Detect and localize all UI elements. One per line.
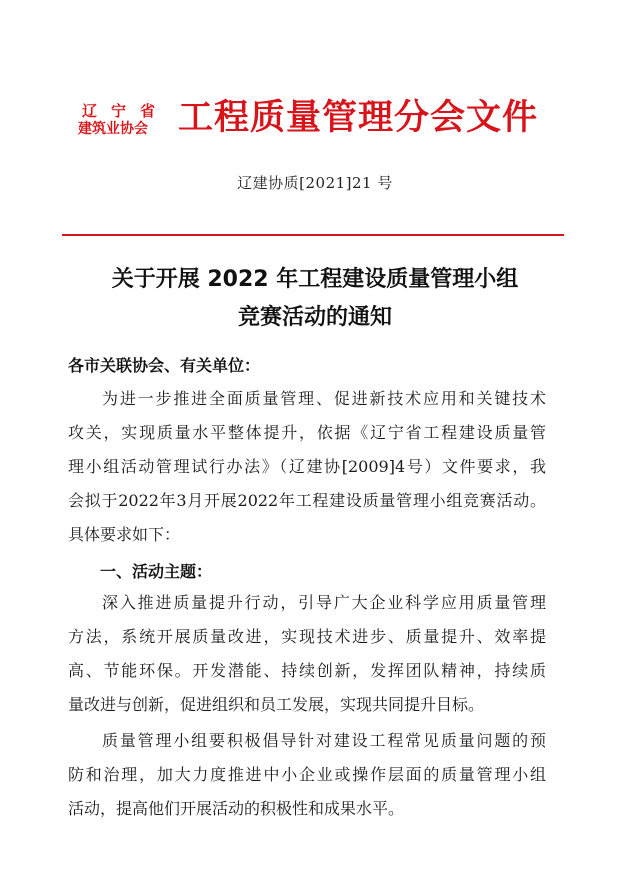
paragraph-line: 方法，系统开展质量改进，实现技术进步、质量提升、效率提 xyxy=(68,627,546,646)
document-header xyxy=(78,96,548,146)
section-heading: 一、活动主题： xyxy=(100,562,213,581)
paragraph-line: 量改进与创新，促进组织和员工发展，实现共同提升目标。 xyxy=(68,695,485,714)
paragraph-line: 防和治理，加大力度推进中小企业或操作层面的质量管理小组 xyxy=(68,765,546,784)
paragraph-line: 为进一步推进全面质量管理、促进新技术应用和关键技术 xyxy=(102,389,546,408)
document-number: 辽建协质[2021]21 号 xyxy=(237,174,393,192)
paragraph-line: 具体要求如下： xyxy=(68,525,181,544)
org-name-line2: 建筑业协会 xyxy=(78,121,148,137)
document-title-line1: 关于开展 2022 年工程建设质量管理小组 xyxy=(111,267,519,292)
org-name-line1: 辽宁省 xyxy=(82,102,170,120)
paragraph-line: 攻关，实现质量水平整体提升，依据《辽宁省工程建设质量管 xyxy=(68,423,546,442)
red-divider xyxy=(62,234,564,236)
org-name-large: 工程质量管理分会文件 xyxy=(178,97,539,138)
paragraph-line: 深入推进质量提升行动，引导广大企业科学应用质量管理 xyxy=(102,593,546,612)
org-name-small xyxy=(78,102,174,138)
salutation: 各市关联协会、有关单位： xyxy=(68,356,261,375)
paragraph-line: 会拟于2022年3月开展2022年工程建设质量管理小组竞赛活动。 xyxy=(68,491,546,510)
document-title-line2: 竞赛活动的通知 xyxy=(237,305,392,330)
paragraph-line: 高、节能环保。开发潜能、持续创新，发挥团队精神，持续质 xyxy=(68,661,546,680)
paragraph-line: 理小组活动管理试行办法》（辽建协[2009]4号）文件要求，我 xyxy=(68,457,546,476)
paragraph-line: 质量管理小组要积极倡导针对建设工程常见质量问题的预 xyxy=(102,731,546,750)
paragraph-line: 活动，提高他们开展活动的积极性和成果水平。 xyxy=(68,799,405,818)
